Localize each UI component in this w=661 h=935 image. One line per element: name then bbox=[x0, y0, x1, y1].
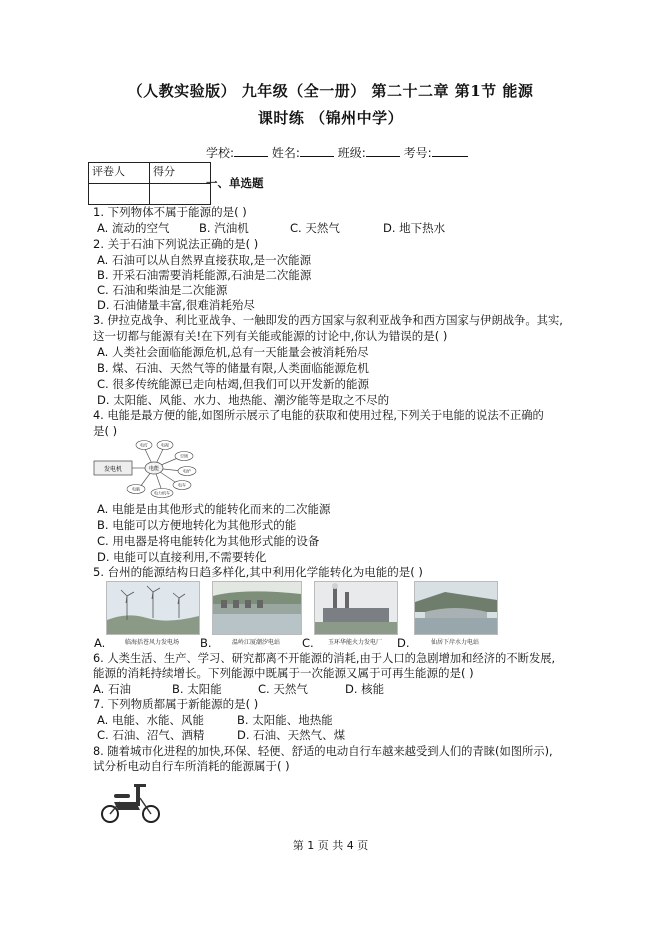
q8-stem-line1: 8. 随着城市化进程的加快,环保、轻便、舒适的电动自行车越来越受到人们的青睐(如图所示), bbox=[93, 745, 553, 758]
q5-caption-d: 仙居下岸水力电站 bbox=[430, 639, 479, 646]
name-field[interactable] bbox=[300, 145, 334, 157]
page-number: 第 1 页 共 4 页 bbox=[292, 839, 369, 852]
q3-option-b: B. 煤、石油、天然气等的储量有限,人类面临能源危机 bbox=[97, 361, 369, 375]
q5-image-b bbox=[212, 581, 302, 635]
q4-stem-line2: 是( ) bbox=[93, 424, 118, 438]
q5-stem: 5. 台州的能源结构日趋多样化,其中利用化学能转化为电能的是( ) bbox=[93, 565, 423, 579]
q5-image-a bbox=[106, 581, 200, 635]
q6-stem-line1: 6. 人类生活、生产、学习、研究都离不开能源的消耗,由于人口的急剧增加和经济的不断发展, bbox=[93, 652, 556, 665]
q7-stem: 7. 下列物质都属于新能源的是( ) bbox=[93, 697, 259, 711]
q4-option-d: D. 电能可以直接利用,不需要转化 bbox=[97, 550, 267, 564]
page-title: （人教实验版） 九年级（全一册） 第二十二章 第1节 能源 bbox=[127, 82, 534, 100]
q6-option-a: A. 石油 bbox=[93, 682, 131, 696]
q5-image-c bbox=[314, 581, 398, 635]
score-table bbox=[88, 162, 211, 205]
diagram-node-2: 电视 bbox=[161, 442, 169, 448]
electricity-diagram bbox=[92, 437, 202, 499]
q3-option-a: A. 人类社会面临能源危机,总有一天能量会被消耗殆尽 bbox=[97, 345, 369, 359]
student-info-row bbox=[206, 145, 468, 161]
q4-stem-line1: 4. 电能是最方便的能,如图所示展示了电能的获取和使用过程,下列关于电能的说法不正确的 bbox=[93, 409, 544, 422]
school-field[interactable] bbox=[234, 145, 268, 157]
q1-option-a: A. 流动的空气 bbox=[97, 221, 170, 235]
generator-label: 发电机 bbox=[103, 466, 123, 473]
q5-caption-b: 温岭江厦潮汐电站 bbox=[231, 639, 280, 646]
q2-option-c: C. 石油和柴油是二次能源 bbox=[97, 283, 228, 297]
q5-caption-a: 临海括苍风力发电场 bbox=[124, 639, 179, 646]
page-subtitle: 课时练 （锦州中学） bbox=[257, 109, 404, 127]
q2-option-a: A. 石油可以从自然界直接获取,是一次能源 bbox=[97, 253, 312, 267]
q7-option-b: B. 太阳能、地热能 bbox=[237, 713, 333, 727]
score-header: 得分 bbox=[150, 163, 211, 184]
q5-label-b: B. bbox=[200, 636, 212, 650]
q5-label-c: C. bbox=[302, 636, 314, 650]
q6-option-d: D. 核能 bbox=[345, 682, 385, 696]
q1-option-d: D. 地下热水 bbox=[383, 221, 446, 235]
class-field[interactable] bbox=[366, 145, 400, 157]
diagram-node-4: 电炉 bbox=[183, 468, 191, 474]
class-label: 班级: bbox=[337, 146, 366, 160]
q2-stem: 2. 关于石油下列说法正确的是( ) bbox=[93, 237, 259, 251]
thermal-plant-photo bbox=[315, 582, 397, 634]
q6-option-c: C. 天然气 bbox=[258, 682, 308, 696]
score-cell[interactable] bbox=[150, 184, 211, 205]
diagram-node-6: 电力机车 bbox=[154, 490, 170, 496]
q7-option-c: C. 石油、沼气、酒精 bbox=[97, 728, 205, 742]
q5-image-d bbox=[414, 581, 498, 635]
exam-no-label: 考号: bbox=[403, 146, 432, 160]
name-label: 姓名: bbox=[271, 146, 300, 160]
wind-farm-photo bbox=[107, 582, 199, 634]
diagram-node-3: 空调 bbox=[180, 453, 188, 459]
q2-option-d: D. 石油储量丰富,很难消耗殆尽 bbox=[97, 298, 255, 312]
q8-stem-line2: 试分析电动自行车所消耗的能源属于( ) bbox=[93, 759, 290, 773]
q3-option-d: D. 太阳能、风能、水力、地热能、潮汐能等是取之不尽的 bbox=[97, 393, 390, 407]
q5-label-d: D. bbox=[397, 636, 410, 650]
q3-option-c: C. 很多传统能源已走向枯竭,但我们可以开发新的能源 bbox=[97, 377, 369, 391]
q6-stem-line2: 能源的消耗持续增长。下列能源中既属于一次能源又属于可再生能源的是( ) bbox=[93, 666, 474, 680]
q3-stem-line1: 3. 伊拉克战争、利比亚战争、一触即发的西方国家与叙利亚战争和西方国家与伊朗战争。其实, bbox=[93, 314, 563, 327]
q1-stem: 1. 下列物体不属于能源的是( ) bbox=[93, 205, 247, 219]
diagram-node-7: 电脑 bbox=[132, 486, 140, 492]
q4-option-b: B. 电能可以方便地转化为其他形式的能 bbox=[97, 518, 297, 532]
grader-header: 评卷人 bbox=[89, 163, 150, 184]
q5-label-a: A. bbox=[94, 636, 106, 650]
q5-caption-c: 玉环华能火力发电厂 bbox=[327, 639, 382, 646]
tidal-station-photo bbox=[213, 582, 301, 634]
diagram-node-5: 电车 bbox=[178, 482, 186, 488]
electric-bike-image bbox=[100, 776, 162, 826]
exam-no-field[interactable] bbox=[432, 145, 468, 157]
q3-stem-line2: 这一切都与能源有关!在下列有关能或能源的讨论中,你认为错误的是( ) bbox=[93, 329, 448, 343]
q7-option-a: A. 电能、水能、风能 bbox=[97, 713, 204, 727]
school-label: 学校: bbox=[206, 146, 235, 160]
electricity-label: 电能 bbox=[148, 466, 160, 472]
diagram-node-1: 电灯 bbox=[140, 442, 148, 448]
q6-option-b: B. 太阳能 bbox=[172, 682, 222, 696]
q1-option-c: C. 天然气 bbox=[290, 221, 340, 235]
q1-option-b: B. 汽油机 bbox=[199, 221, 249, 235]
section-heading: 一、单选题 bbox=[206, 176, 264, 190]
q4-option-c: C. 用电器是将电能转化为其他形式能的设备 bbox=[97, 534, 320, 548]
q7-option-d: D. 石油、天然气、煤 bbox=[237, 728, 346, 742]
hydro-station-photo bbox=[415, 582, 497, 634]
q2-option-b: B. 开采石油需要消耗能源,石油是二次能源 bbox=[97, 268, 312, 282]
q4-option-a: A. 电能是由其他形式的能转化而来的二次能源 bbox=[97, 502, 331, 516]
grader-cell[interactable] bbox=[89, 184, 150, 205]
